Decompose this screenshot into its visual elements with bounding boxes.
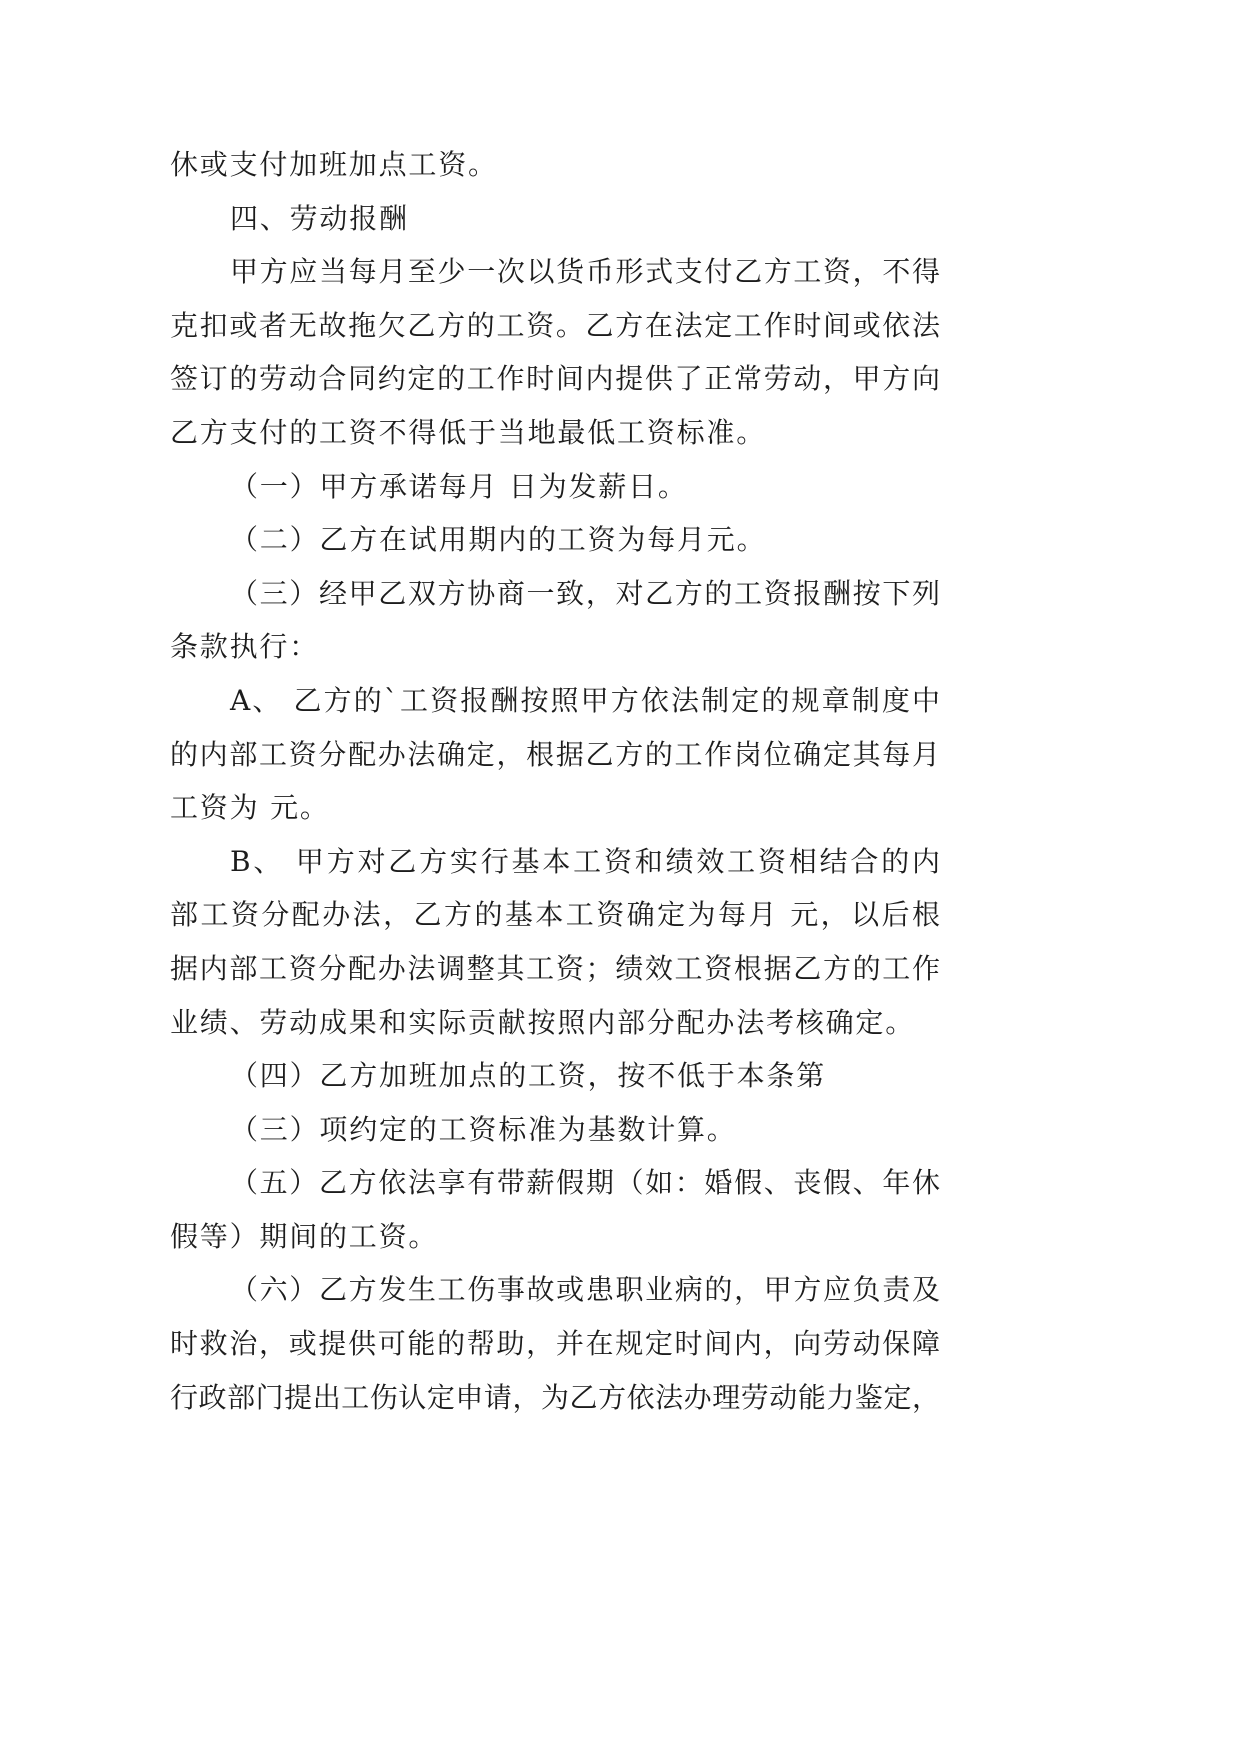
clause-item: （五）乙方依法享有带薪假期（如：婚假、丧假、年休	[230, 1166, 940, 1200]
text-line: 工资为 元。	[170, 791, 330, 825]
text-line: 条款执行：	[170, 630, 320, 664]
text-line: 签订的劳动合同约定的工作时间内提供了正常劳动，甲方向	[170, 362, 940, 396]
option-item: A、 乙方的`工资报酬按照甲方依法制定的规章制度中	[230, 683, 940, 717]
clause-item: （四）乙方加班加点的工资，按不低于本条第	[230, 1059, 827, 1093]
clause-item: （二）乙方在试用期内的工资为每月元。	[230, 523, 767, 557]
clause-item: （六）乙方发生工伤事故或患职业病的，甲方应负责及	[230, 1273, 940, 1307]
section-heading: 四、劳动报酬	[230, 201, 409, 235]
text-line: 时救治，或提供可能的帮助，并在规定时间内，向劳动保障	[170, 1327, 940, 1361]
text-line: 休或支付加班加点工资。	[170, 148, 498, 181]
text-line: 的内部工资分配办法确定，根据乙方的工作岗位确定其每月	[170, 737, 940, 771]
clause-item: （一）甲方承诺每月 日为发薪日。	[230, 469, 688, 503]
text-line: 行政部门提出工伤认定申请，为乙方依法办理劳动能力鉴定，	[170, 1380, 940, 1414]
text-line: 乙方支付的工资不得低于当地最低工资标准。	[170, 415, 767, 449]
clause-item: （三）经甲乙双方协商一致，对乙方的工资报酬按下列	[230, 576, 940, 610]
text-line: 假等）期间的工资。	[170, 1219, 439, 1253]
text-line: 业绩、劳动成果和实际贡献按照内部分配办法考核确定。	[170, 1005, 916, 1039]
text-line: 部工资分配办法，乙方的基本工资确定为每月 元，以后根	[170, 898, 940, 932]
text-line: 克扣或者无故拖欠乙方的工资。乙方在法定工作时间或依法	[170, 308, 940, 342]
text-line: 甲方应当每月至少一次以货币形式支付乙方工资，不得	[230, 255, 940, 289]
document-body	[170, 138, 940, 1424]
text-line: 据内部工资分配办法调整其工资；绩效工资根据乙方的工作	[170, 951, 940, 985]
option-item: B、 甲方对乙方实行基本工资和绩效工资相结合的内	[230, 844, 940, 878]
text-line: （三）项约定的工资标准为基数计算。	[230, 1112, 737, 1146]
